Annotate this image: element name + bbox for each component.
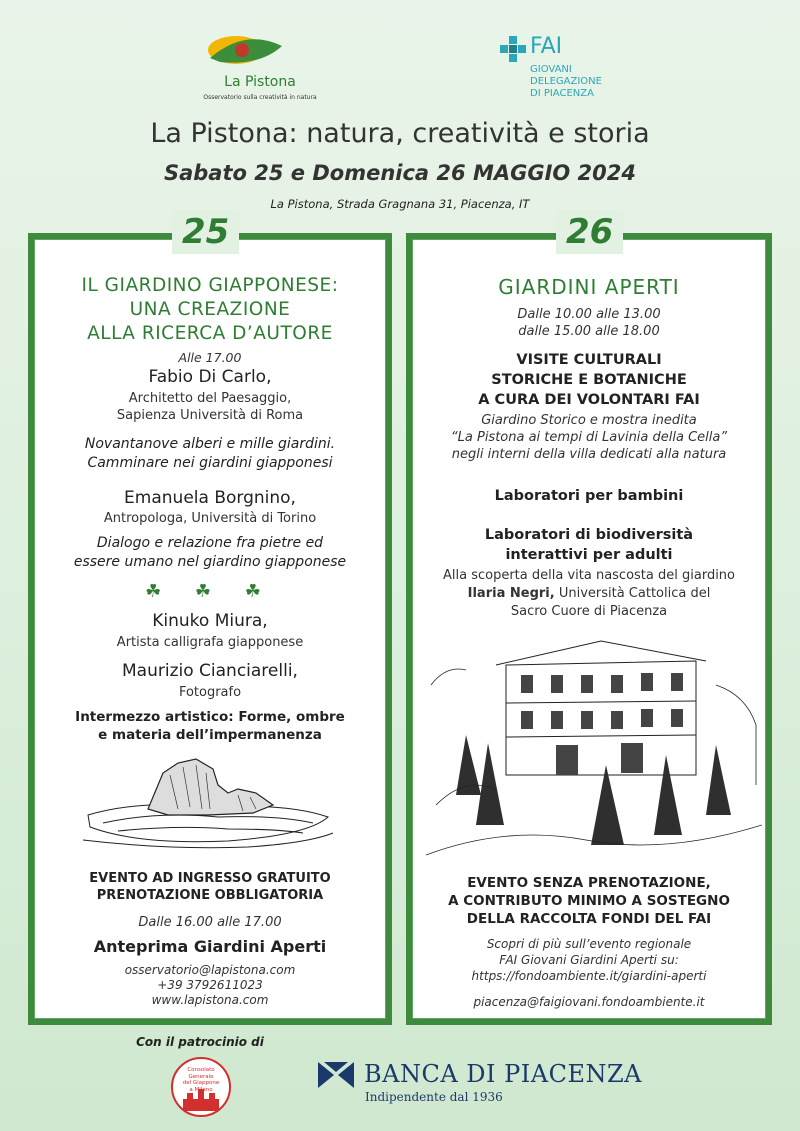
talk-1-line-2: Camminare nei giardini giapponesi (87, 455, 333, 471)
consulate-seal (171, 1055, 231, 1119)
day-26-time-1: Dalle 10.00 alle 13.00 (517, 307, 661, 322)
adult-lab-credit (412, 586, 766, 601)
adult-lab-line-1: Laboratori di biodiversità (484, 527, 694, 543)
clover-separator-icons: ☘ ☘ ☘ (145, 581, 275, 602)
interlude-line-1: Intermezzo artistico: Forme, ombre (75, 709, 345, 725)
visits-desc-3: negli interni della villa dedicati alla natura (451, 447, 727, 462)
speaker-emanuela-role: Antropologa, Università di Torino (103, 511, 317, 526)
talk-2-line-1: Dialogo e relazione fra pietre ed (96, 535, 324, 551)
talk-2-line-2: essere umano nel giardino giapponese (73, 554, 347, 570)
seal-text-4: a Milano (189, 1086, 213, 1093)
la-pistona-logo (190, 28, 330, 108)
event-address: La Pistona, Strada Gragnana 31, Piacenza, IT (270, 197, 530, 211)
seal-text-2: Generale (188, 1073, 214, 1080)
day-26-title: GIARDINI APERTI (498, 275, 680, 299)
villa-sketch (426, 625, 762, 865)
fai-mark-icon (500, 36, 526, 62)
speaker-kinuko-role: Artista calligrafa giapponese (116, 635, 304, 650)
visits-line-3: A CURA DEI VOLONTARI FAI (478, 392, 700, 408)
page-title: La Pistona: natura, creatività e storia (150, 118, 650, 149)
speaker-fabio-role-1: Architetto del Paesaggio, (128, 391, 292, 406)
rock-garden-sketch (78, 745, 338, 860)
visits-line-1: VISITE CULTURALI (516, 352, 662, 368)
day-25-panel (28, 233, 392, 1025)
day-26-entry-line-1: EVENTO SENZA PRENOTAZIONE, (467, 875, 711, 891)
visits-desc-1: Giardino Storico e mostra inedita (481, 413, 697, 428)
event-dates: Sabato 25 e Domenica 26 MAGGIO 2024 (163, 161, 636, 185)
speaker-emanuela-name: Emanuela Borgnino, (124, 488, 296, 508)
visits-line-2: STORICHE E BOTANICHE (491, 372, 687, 388)
adult-lab-affil-2: Sacro Cuore di Piacenza (510, 604, 668, 619)
banca-tagline: Indipendente dal 1936 (365, 1090, 503, 1104)
fai-logo-sub-1: GIOVANI (530, 64, 572, 75)
adult-lab-affil-1: Università Cattolica del (558, 586, 711, 601)
speaker-kinuko-name: Kinuko Miura, (152, 611, 268, 631)
fai-logo-sub-2: DELEGAZIONE (530, 76, 602, 87)
leaf-icon (190, 28, 330, 78)
speaker-fabio-name: Fabio Di Carlo, (148, 367, 272, 387)
seal-text (171, 1067, 231, 1093)
day-25-entry-line-2: PRENOTAZIONE OBBLIGATORIA (96, 888, 324, 903)
seal-text-1: Consolato (187, 1067, 215, 1073)
seal-text-3: del Giappone (182, 1080, 220, 1086)
day-25-email[interactable]: osservatorio@lapistona.com (124, 963, 296, 977)
interlude-line-2: e materia dell’impermanenza (98, 727, 322, 743)
day-26-number: 26 (556, 210, 623, 254)
day-25-number: 25 (172, 210, 239, 254)
preview-title: Anteprima Giardini Aperti (93, 937, 327, 956)
day-25-time: Alle 17.00 (178, 350, 242, 365)
adult-lab-line-2: interattivi per adulti (505, 547, 673, 563)
day-25-title-line-2: UNA CREAZIONE (129, 299, 291, 320)
speaker-maurizio-role: Fotografo (178, 685, 242, 700)
speaker-fabio-role-2: Sapienza Università di Roma (116, 408, 304, 423)
day-26-entry-line-3: DELLA RACCOLTA FONDI DEL FAI (466, 911, 712, 927)
la-pistona-logo-sub: Osservatorio sulla creatività in natura (203, 94, 317, 101)
day-26-email[interactable]: piacenza@faigiovani.fondoambiente.it (473, 995, 705, 1009)
patronage-label: Con il patrocinio di (136, 1035, 264, 1049)
fai-logo-name: FAI (530, 34, 563, 59)
day-26-time-2: dalle 15.00 alle 18.00 (518, 324, 660, 339)
adult-lab-desc: Alla scoperta della vita nascosta del giardino (443, 568, 735, 583)
visits-desc-2: “La Pistona ai tempi di Lavinia della Cella” (450, 430, 728, 445)
fai-logo (498, 30, 628, 110)
fai-logo-sub-3: DI PIACENZA (530, 88, 594, 99)
more-info-line-2: FAI Giovani Giardini Aperti su: (499, 953, 679, 967)
kids-lab: Laboratori per bambini (494, 488, 684, 504)
day-25-website[interactable]: www.lapistona.com (151, 993, 269, 1007)
talk-1-line-1: Novantanove alberi e mille giardini. (84, 436, 336, 452)
day-25-title-line-3: ALLA RICERCA D’AUTORE (87, 323, 333, 344)
day-25-title-line-1: IL GIARDINO GIAPPONESE: (81, 275, 339, 296)
adult-lab-person: Ilaria Negri, (467, 586, 555, 601)
banca-di-piacenza-icon (318, 1060, 354, 1090)
more-info-line-1: Scopri di più sull’evento regionale (486, 937, 692, 951)
banca-name: BANCA DI PIACENZA (364, 1060, 642, 1088)
preview-time: Dalle 16.00 alle 17.00 (138, 915, 282, 930)
more-info-url[interactable]: https://fondoambiente.it/giardini-aperti (471, 969, 707, 983)
la-pistona-logo-name: La Pistona (224, 74, 296, 90)
day-26-entry-line-2: A CONTRIBUTO MINIMO A SOSTEGNO (448, 893, 730, 909)
day-25-entry-line-1: EVENTO AD INGRESSO GRATUITO (89, 871, 331, 886)
day-25-phone[interactable]: +39 3792611023 (157, 978, 263, 992)
speaker-maurizio-name: Maurizio Cianciarelli, (122, 661, 298, 681)
